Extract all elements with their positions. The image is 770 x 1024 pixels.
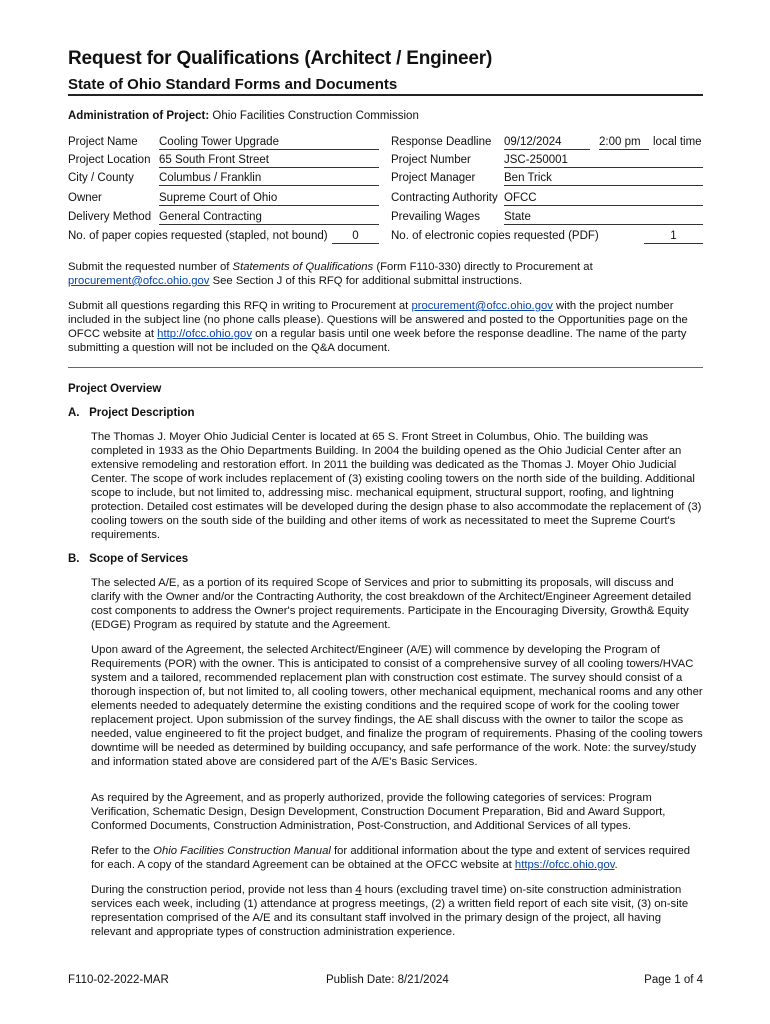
contracting-authority-value: OFCC — [504, 192, 703, 206]
project-manager-label: Project Manager — [391, 172, 476, 184]
project-info-grid — [68, 136, 703, 246]
project-number-label: Project Number — [391, 154, 471, 166]
submit-form-name: Statements of Qualifications — [232, 261, 374, 273]
response-deadline-label: Response Deadline — [391, 136, 492, 148]
ofcc-https-link[interactable]: https://ofcc.ohio.gov — [514, 859, 615, 871]
project-manager-value: Ben Trick — [504, 172, 703, 186]
paper-copies-value: 0 — [332, 230, 379, 244]
project-description-heading: A. Project Description — [68, 407, 195, 419]
questions-email-link[interactable]: procurement@ofcc.ohio.gov — [411, 300, 553, 312]
scope-paragraph-1: The selected A/E, as a portion of its required Scope of Services and prior to submitting its proposals, will discuss and clarify with the Owner and/or the Contracting Authority, the cost breakdown of the Architect/Engineer Agreement detailed cost components to address the Owner's project requirements. Participate in the Encouraging Diversity, Growth& Equity (EDGE) Program as required by statute and the Agreement. — [91, 577, 692, 631]
city-county-label: City / County — [68, 172, 134, 184]
admin-label: Administration of Project: — [68, 110, 210, 122]
ofcc-website-link[interactable]: http://ofcc.ohio.gov — [157, 328, 252, 340]
prevailing-wages-label: Prevailing Wages — [391, 211, 481, 223]
ofcc-manual-title: Ohio Facilities Construction Manual — [153, 845, 331, 857]
city-county-value: Columbus / Franklin — [159, 172, 379, 186]
electronic-copies-label: No. of electronic copies requested (PDF) — [391, 230, 599, 242]
project-overview-heading: Project Overview — [68, 383, 162, 395]
project-name-value: Cooling Tower Upgrade — [159, 136, 379, 150]
scope-paragraph-5 — [91, 883, 703, 939]
response-deadline-date: 09/12/2024 — [504, 136, 590, 150]
scope-paragraph-2: Upon award of the Agreement, the selected Architect/Engineer (A/E) will commence by developing the Program of Requirements (POR) with the owner. This is anticipated to consist of a comprehensive survey of all cooling towers/HVAC system and a tailored, recommended replacement plan with construction cost estimate. The survey should consist of a thorough inspection of, but not limited to, all cooling towers, other mechanical equipment, mechanical rooms and any other elements needed to adequately determine the existing conditions and the required scope of work for the cooling tower replacement project. Upon submission of the survey findings, the AE shall discuss with the owner to tailor the scope as needed, value engineered to fit the project budget, and finalize the program of requirements. Phasing of the cooling towers downtime will be needed as determined by building occupancy, and safe performance of the work. Note: the survey/study and information stated above are considered part of the A/E's Basic Services. — [91, 644, 703, 768]
prevailing-wages-value: State — [504, 211, 703, 225]
administration-line — [68, 110, 703, 122]
submit-text-c: See Section J of this RFQ for additional submittal instructions. — [209, 275, 523, 287]
questions-text-a: Submit all questions regarding this RFQ in writing to Procurement at — [68, 300, 412, 312]
scope-p4-text-a: Refer to the — [91, 845, 154, 857]
scope-p4-text-c: . — [614, 859, 618, 871]
scope-of-services-heading: B. Scope of Services — [68, 553, 189, 565]
submit-text-a: Submit the requested number of — [68, 261, 233, 273]
owner-value: Supreme Court of Ohio — [159, 192, 379, 206]
onsite-hours-value: 4 — [355, 884, 362, 896]
document-page — [68, 48, 703, 939]
procurement-email-link[interactable]: procurement@ofcc.ohio.gov — [68, 275, 210, 287]
scope-p4-text-b: for additional information about the type and extent of services required for each. A copy of the standard Agreement can be obtained at the OFCC website at — [91, 845, 691, 871]
scope-p5-text-b: hours (excluding travel time) on-site construction administration services each week, including (1) attendance at progress meetings, (2) a written field report of each site visit, (3) on-site representation comprised of the A/E and its consultant staff involved in the primary design of the project, all having relevant and appropriate types of construction administration experience. — [91, 884, 689, 938]
admin-value: Ohio Facilities Construction Commission — [212, 110, 419, 122]
page-number: Page 1 of 4 — [644, 974, 703, 986]
scope-p5-text-a: During the construction period, provide not less than — [91, 884, 356, 896]
page-subtitle: State of Ohio Standard Forms and Documents — [68, 76, 703, 96]
submittal-instructions — [68, 260, 703, 288]
delivery-method-value: General Contracting — [159, 211, 379, 225]
questions-text-b: with the project number included in the subject line (no phone calls please). Questions will be answered and posted to the Opportunities page on the OFCC website at — [68, 300, 688, 340]
submit-text-b: (Form F110-330) directly to Procurement at — [373, 261, 593, 273]
project-description-text: The Thomas J. Moyer Ohio Judicial Center is located at 65 S. Front Street in Columbus, Ohio. The building was completed in 1933 as the Ohio Departments Building. In 2004 the building opened as the Ohio Judicial Center after an extensive remodeling and restoration effort. In 2011 the building was dedicated as the Thomas J. Moyer Ohio Judicial Center. The scope of work includes replacement of (3) existing cooling towers on the north side of the building. Additional scope to include, but not limited to, addressing misc. mechanical equipment, structural support, roofing, and lightning protection. Detailed cost estimates will be developed during the design phase to also accommodate the replacement of (3) cooling towers on the south side of the building and other items of work as necessitated to meet the Supreme Court's requirements. — [91, 431, 702, 541]
response-deadline-time: 2:00 pm — [599, 136, 649, 150]
owner-label: Owner — [68, 192, 102, 204]
project-name-label: Project Name — [68, 136, 138, 148]
response-deadline-suffix: local time — [653, 136, 702, 148]
section-divider — [68, 367, 703, 368]
project-location-label: Project Location — [68, 154, 151, 166]
questions-instructions — [68, 299, 703, 355]
contracting-authority-label: Contracting Authority — [391, 192, 498, 204]
electronic-copies-value: 1 — [644, 230, 703, 244]
form-number: F110-02-2022-MAR — [68, 974, 169, 986]
questions-text-c: on a regular basis until one week before the response deadline. The name of the party submitting a question will not be included on the Q&A document. — [68, 328, 687, 354]
paper-copies-label: No. of paper copies requested (stapled, not bound) — [68, 230, 328, 242]
project-location-value: 65 South Front Street — [159, 154, 379, 168]
page-title: Request for Qualifications (Architect / Engineer) — [68, 48, 493, 69]
scope-paragraph-3: As required by the Agreement, and as properly authorized, provide the following categories of services: Program Verification, Schematic Design, Design Development, Construction Document Preparation, Bid and Award Support, Conformed Documents, Construction Administration, Post-Construction, and Additional Services of all types. — [91, 792, 666, 832]
publish-date: Publish Date: 8/21/2024 — [326, 974, 449, 986]
scope-paragraph-4 — [91, 844, 703, 872]
delivery-method-label: Delivery Method — [68, 211, 152, 223]
project-number-value: JSC-250001 — [504, 154, 703, 168]
